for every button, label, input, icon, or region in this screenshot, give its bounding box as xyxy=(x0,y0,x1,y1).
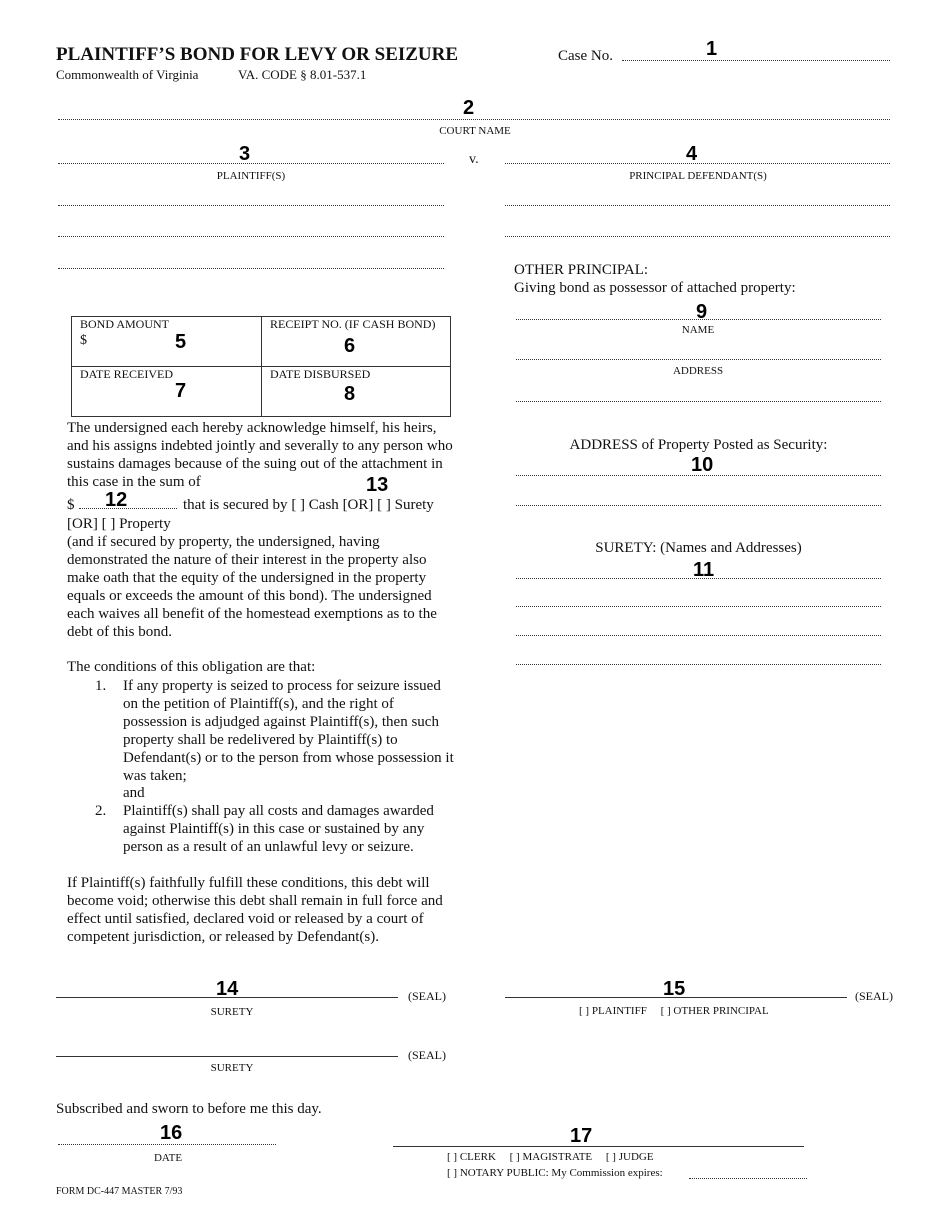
defendant-field-2[interactable] xyxy=(505,205,890,206)
field-number-11: 11 xyxy=(693,559,715,581)
magistrate-checkbox[interactable]: [ ] MAGISTRATE xyxy=(509,1151,593,1163)
plaintiff-checkbox[interactable]: [ ] PLAINTIFF xyxy=(579,1005,647,1017)
bond-info-table xyxy=(71,316,451,417)
surety-checkbox[interactable]: [ ] Surety xyxy=(377,497,434,513)
va-code: VA. CODE § 8.01-537.1 xyxy=(238,67,367,82)
property-address-heading: ADDRESS of Property Posted as Security: xyxy=(569,437,828,453)
surety-field-1[interactable] xyxy=(516,578,881,579)
field-number-9: 9 xyxy=(696,301,708,323)
other-principal-subheading: Giving bond as possessor of attached property: xyxy=(514,280,796,296)
condition-2-number: 2. xyxy=(95,803,107,819)
plaintiff-field-1[interactable] xyxy=(58,163,444,164)
void-conditions-paragraph: If Plaintiff(s) faithfully fulfill these conditions, this debt will become void; otherwise this debt shall remain in full force and effect until satisfied, declared void or released by a court of competent jurisdiction, or released by Defendant(s). xyxy=(67,875,443,945)
plaintiff-field-3[interactable] xyxy=(58,236,444,237)
surety-field-4[interactable] xyxy=(516,664,881,665)
date-label: DATE xyxy=(153,1152,183,1164)
surety-field-3[interactable] xyxy=(516,635,881,636)
property-checkbox[interactable]: [ ] Property xyxy=(101,516,171,532)
cash-checkbox[interactable]: [ ] Cash xyxy=(291,497,339,513)
field-number-15: 15 xyxy=(663,978,686,1000)
property-address-field-1[interactable] xyxy=(516,475,881,476)
notary-option xyxy=(447,1167,663,1179)
field-number-1: 1 xyxy=(706,38,718,60)
condition-1-text: If any property is seized to process for seizure issued on the petition of Plaintiff(s), and the right of possession is adjudged against Plaintiff(s), then such property shall be redelivered by Plaintiff(s) to Defendant(s) or to the person from whose possession it was taken; xyxy=(123,678,454,784)
other-principal-checkbox[interactable]: [ ] OTHER PRINCIPAL xyxy=(660,1005,769,1017)
secured-by-line xyxy=(183,496,434,514)
clerk-checkbox[interactable]: [ ] CLERK xyxy=(447,1151,496,1163)
conditions-intro: The conditions of this obligation are that: xyxy=(67,659,316,675)
commission-expires-field[interactable] xyxy=(689,1178,807,1179)
other-principal-heading: OTHER PRINCIPAL: xyxy=(514,262,649,278)
date-received-cell[interactable] xyxy=(72,367,262,417)
other-principal-name-label: NAME xyxy=(681,324,715,336)
plaintiff-label: PLAINTIFF(S) xyxy=(216,170,286,182)
seal-label-1: (SEAL) xyxy=(408,989,446,1003)
plaintiff-field-2[interactable] xyxy=(58,205,444,206)
case-no-label: Case No. xyxy=(558,48,613,64)
case-no-field[interactable] xyxy=(622,60,890,61)
sworn-statement: Subscribed and sworn to before me this day. xyxy=(56,1101,322,1117)
condition-1-number: 1. xyxy=(95,678,107,694)
other-principal-address-field-2[interactable] xyxy=(516,401,881,402)
signer-role-options xyxy=(579,1005,769,1017)
or-label-2: [OR] xyxy=(67,516,98,532)
principal-signature-line[interactable] xyxy=(505,997,847,998)
versus-label: v. xyxy=(469,152,479,167)
official-title-options xyxy=(447,1151,654,1163)
bond-amount-dollar: $ xyxy=(80,333,87,348)
field-number-10: 10 xyxy=(691,454,714,476)
other-principal-address-field-1[interactable] xyxy=(516,359,881,360)
field-number-7: 7 xyxy=(175,380,187,402)
field-number-5: 5 xyxy=(175,331,187,353)
field-number-12: 12 xyxy=(105,489,128,511)
date-disbursed-cell[interactable] xyxy=(262,367,451,417)
surety-label-2: SURETY xyxy=(210,1062,254,1074)
bond-amount-label: BOND AMOUNT xyxy=(80,317,170,331)
field-number-4: 4 xyxy=(686,143,698,165)
surety-label-1: SURETY xyxy=(210,1006,254,1018)
sum-dollar: $ xyxy=(67,497,75,513)
property-oath-paragraph: (and if secured by property, the undersigned, having demonstrated the nature of their interest in the property also make oath that the equity of the undersigned in the property equals or exceeds the amount of this bond). The undersigned each waives all benefit of the homestead exemptions as to the debt of this bond. xyxy=(67,534,437,640)
field-number-6: 6 xyxy=(344,335,356,357)
defendant-label: PRINCIPAL DEFENDANT(S) xyxy=(629,170,767,182)
field-number-14: 14 xyxy=(216,978,239,1000)
surety-field-2[interactable] xyxy=(516,606,881,607)
form-id: FORM DC-447 MASTER 7/93 xyxy=(56,1186,183,1197)
bond-amount-cell[interactable] xyxy=(72,317,262,367)
notary-checkbox[interactable]: [ ] NOTARY PUBLIC: My Commission expires: xyxy=(447,1167,663,1179)
judge-checkbox[interactable]: [ ] JUDGE xyxy=(605,1151,654,1163)
commonwealth-label: Commonwealth of Virginia xyxy=(56,67,199,82)
surety-signature-line-2[interactable] xyxy=(56,1056,398,1057)
condition-2-text: Plaintiff(s) shall pay all costs and damages awarded against Plaintiff(s) in this case or sustained by any person as a result of an unlawful levy or seizure. xyxy=(123,803,434,855)
obligation-paragraph: The undersigned each hereby acknowledge himself, his heirs, and his assigns indebted jointly and severally to any person who sustains damages because of the suing out of the attachment in this case in the sum of xyxy=(67,420,453,490)
court-name-label: COURT NAME xyxy=(439,125,511,137)
secured-by-text: that is secured by xyxy=(183,497,288,513)
receipt-no-label: RECEIPT NO. (IF CASH BOND) xyxy=(270,317,436,331)
form-title: PLAINTIFF’S BOND FOR LEVY OR SEIZURE xyxy=(56,44,459,65)
receipt-no-cell[interactable] xyxy=(262,317,451,367)
field-number-8: 8 xyxy=(344,383,356,405)
property-option-line xyxy=(67,515,171,533)
date-received-label: DATE RECEIVED xyxy=(80,367,173,381)
field-number-16: 16 xyxy=(160,1122,183,1144)
defendant-field-3[interactable] xyxy=(505,236,890,237)
field-number-2: 2 xyxy=(463,97,475,119)
field-number-13: 13 xyxy=(366,474,389,496)
other-principal-name-field[interactable] xyxy=(516,319,881,320)
condition-and: and xyxy=(123,785,145,801)
defendant-field-1[interactable] xyxy=(505,163,890,164)
date-field[interactable] xyxy=(58,1144,276,1145)
other-principal-address-label: ADDRESS xyxy=(672,365,724,377)
plaintiff-field-4[interactable] xyxy=(58,268,444,269)
field-number-17: 17 xyxy=(570,1125,593,1147)
seal-label-3: (SEAL) xyxy=(408,1048,446,1062)
surety-heading: SURETY: (Names and Addresses) xyxy=(595,540,802,556)
court-name-field[interactable] xyxy=(58,119,890,120)
date-disbursed-label: DATE DISBURSED xyxy=(270,367,371,381)
official-signature-line[interactable] xyxy=(393,1146,804,1147)
or-label-1: [OR] xyxy=(342,497,374,513)
surety-signature-line-1[interactable] xyxy=(56,997,398,998)
field-number-3: 3 xyxy=(239,143,251,165)
property-address-field-2[interactable] xyxy=(516,505,881,506)
seal-label-2: (SEAL) xyxy=(855,989,893,1003)
sum-field[interactable] xyxy=(79,508,177,509)
